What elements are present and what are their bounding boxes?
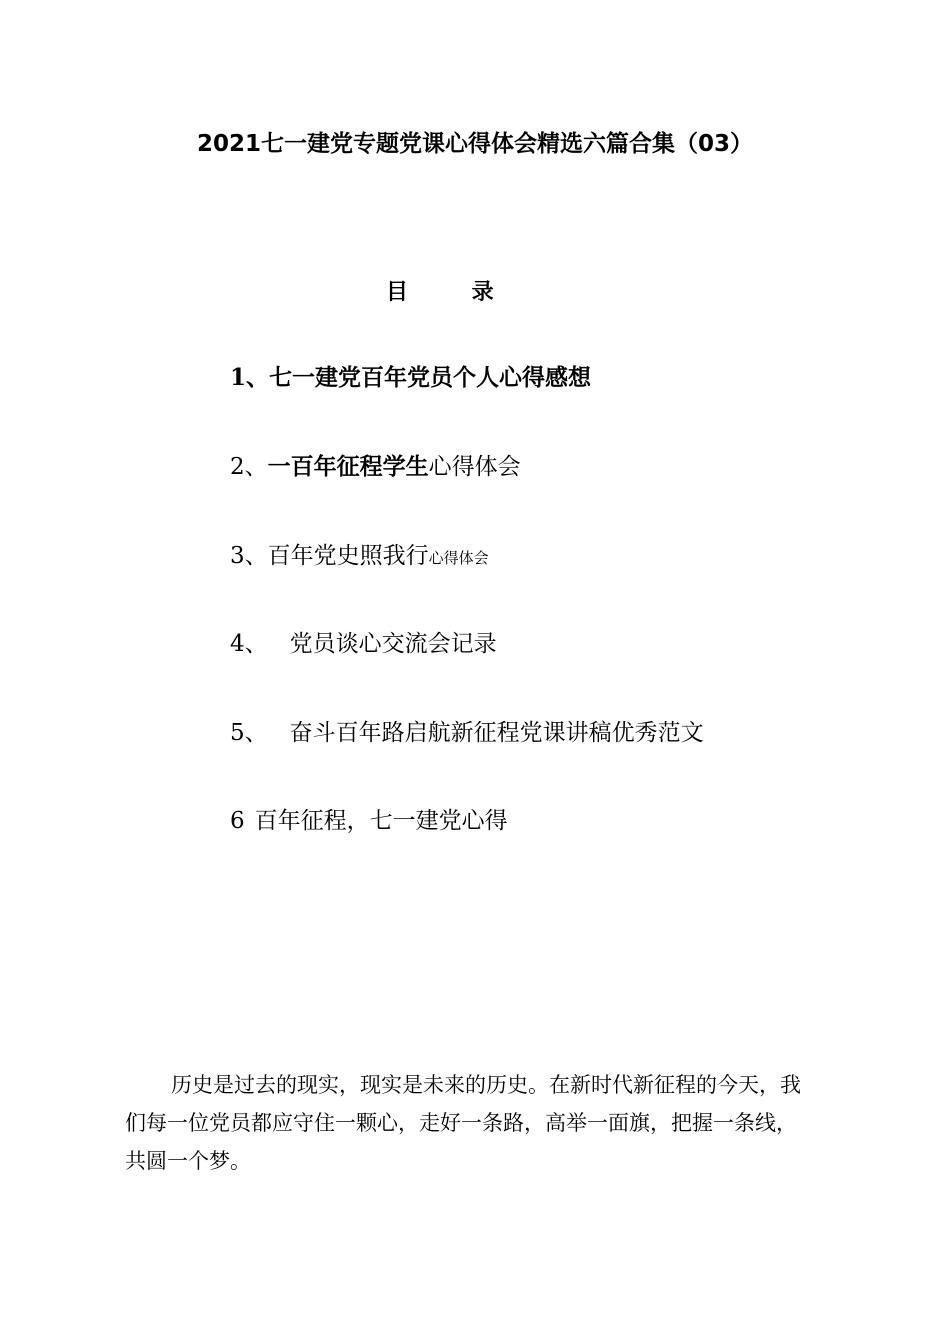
toc-item-number: 1、 [230,364,270,391]
toc-item-2 [230,449,521,485]
toc-item-number: 4、 [230,631,268,657]
toc-item-number: 2、 [230,454,268,480]
paragraph-line: 们每一位党员都应守住一颗心，走好一条路，高举一面旗，把握一条线， [125,1111,797,1135]
toc-item-4 [230,626,497,662]
toc-item-title-bold: 一百年征程学生 [267,454,429,480]
body-paragraph [125,1066,845,1180]
paragraph-line: 共圆一个梦。 [125,1149,251,1173]
paragraph-line: 历史是过去的现实，现实是未来的历史。在新时代新征程的今天，我 [171,1073,801,1097]
toc-item-title: 党员谈心交流会记录 [289,631,497,657]
toc-item-title: 心得体会 [428,454,521,480]
toc-item-title: 百年征程，七一建党心得 [254,808,508,834]
toc-item-5 [230,715,704,751]
toc-item-6 [230,803,508,839]
toc-item-title: 百年党史照我行 [267,543,429,569]
toc-item-number: 5、 [230,720,268,746]
toc-item-3 [230,538,489,576]
toc-item-1 [230,360,591,396]
toc-item-title: 奋斗百年路启航新征程党课讲稿优秀范文 [289,720,704,746]
toc-item-number: 6 [230,808,245,834]
toc-heading: 目 录 [386,280,522,305]
toc-item-number: 3、 [230,543,268,569]
toc-item-title-small: 心得体会 [428,549,489,567]
document-title: 2021七一建党专题党课心得体会精选六篇合集（03） [196,131,754,157]
toc-item-title: 七一建党百年党员个人心得感想 [269,365,592,391]
